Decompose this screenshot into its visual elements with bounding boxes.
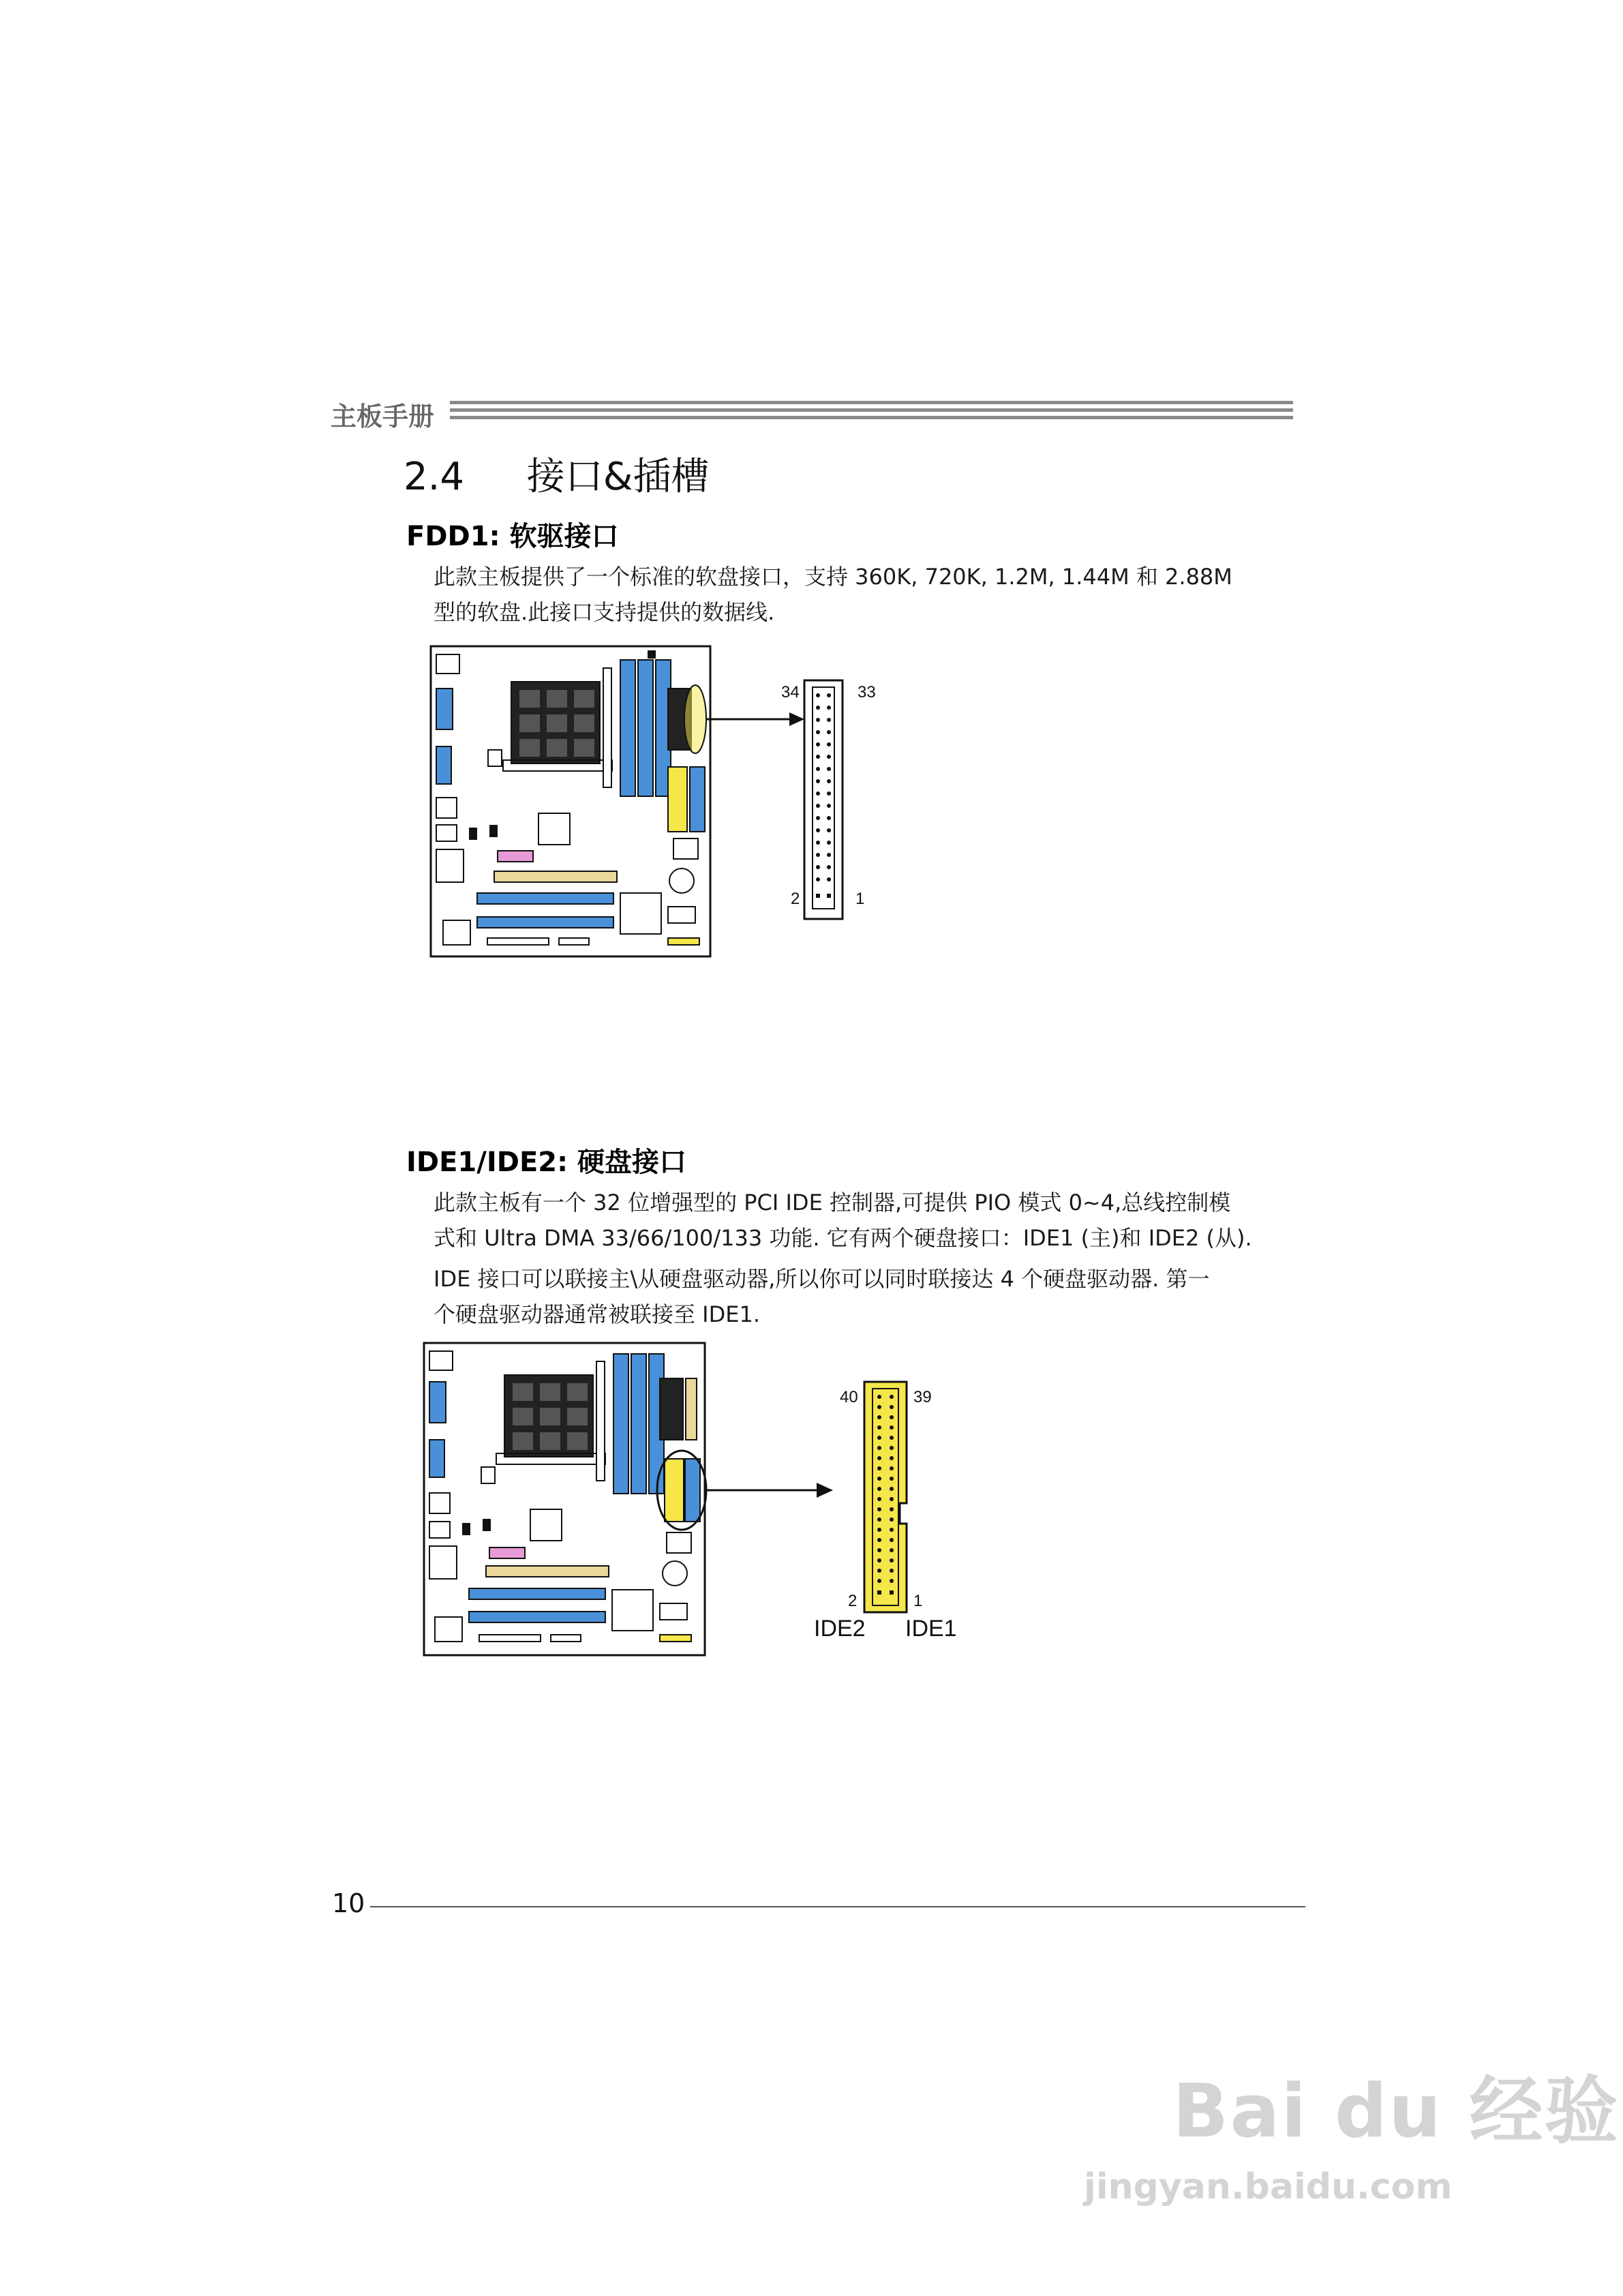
section-number: 2.4 [404,455,465,499]
ide-connector-diagram [863,1380,908,1616]
ide-pin-1: 1 [913,1592,923,1610]
baidu-watermark-url: jingyan.baidu.com [1084,2166,1453,2207]
fdd-heading: FDD1: 软驱接口 [406,521,619,552]
footer-rule [370,1906,1305,1907]
header-rule [450,401,1293,423]
ide1-caption: IDE1 [905,1616,957,1642]
ide-line-4: 个硬盘驱动器通常被联接至 IDE1. [434,1301,761,1327]
section-title [404,447,709,501]
ide-heading: IDE1/IDE2: 硬盘接口 [406,1147,687,1178]
ide-pin-39: 39 [913,1388,932,1406]
fdd-pin-2: 2 [791,890,800,908]
ide-paragraph [434,1185,1252,1332]
ide-pin-40: 40 [840,1388,858,1406]
section-name: 接口&插槽 [526,455,710,499]
ide-motherboard-diagram [416,1331,934,1665]
baidu-watermark-logo: Bai du 经验 [1172,2069,1620,2154]
ide-line-1: 此款主板有一个 32 位增强型的 PCI IDE 控制器,可提供 PIO 模式 0~4,总线控制模 [434,1190,1231,1215]
fdd-connector-diagram [803,679,844,924]
ide-line-3: IDE 接口可以联接主\从硬盘驱动器,所以你可以同时联接达 4 个硬盘驱动器. 第一 [434,1266,1210,1292]
ide-line-2: 式和 Ultra DMA 33/66/100/133 功能. 它有两个硬盘接口：IDE1 (主)和 IDE2 (从). [434,1225,1252,1251]
ide-pin-2: 2 [848,1592,858,1610]
ide2-caption: IDE2 [814,1616,866,1642]
fdd-pin-34: 34 [781,683,800,701]
fdd-pin-33: 33 [858,683,876,701]
fdd-line-1: 此款主板提供了一个标准的软盘接口，支持 360K, 720K, 1.2M, 1.44M 和 2.88M [434,564,1232,590]
manual-header-label: 主板手册 [331,402,435,432]
fdd-line-2: 型的软盘.此接口支持提供的数据线. [434,599,775,625]
page-number: 10 [332,1888,365,1918]
fdd-pin-1: 1 [855,890,865,908]
fdd-paragraph [434,559,1232,630]
